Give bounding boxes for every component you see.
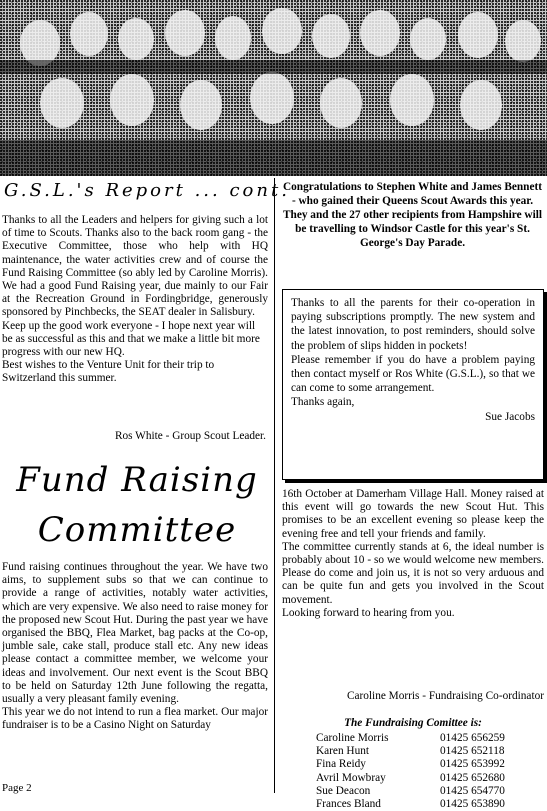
- table-row: [316, 785, 505, 798]
- fund-raising-paragraph: This year we do not intend to run a flea market. Our major fundraiser is to be a Casino Night on Saturday: [2, 706, 268, 732]
- group-photo: [0, 0, 547, 176]
- table-row: [316, 732, 505, 745]
- table-row: [316, 772, 505, 785]
- member-name: Sue Deacon: [316, 784, 371, 797]
- fund-raising-paragraph: 16th October at Damerham Village Hall. Money raised at this event will go towards the new Scout Hut. This promises to be an excellent evening so please keep the evening free and tell your friends and family.: [282, 488, 544, 540]
- congratulations-notice: Congratulations to Stephen White and James Bennett - who gained their Queens Scout Awards this year. They and the 27 other recipients from Hampshire will be travelling to Windsor Castle for this year's St. George's Day Parade.: [282, 181, 542, 249]
- member-name: Avril Mowbray: [316, 771, 386, 784]
- committee-table-title: The Fundraising Comittee is:: [344, 717, 482, 729]
- member-name: Caroline Morris: [316, 732, 389, 744]
- gsl-report-paragraph: Thanks to all the Leaders and helpers for giving such a lot of time to Scouts. Thanks also to the back room gang - the Executive Committee, those who help with HQ maintenance, the water activities crew and of course the Fund Raising Committee (so ably led by Caroline Morris). We had a good Fund Raising year, due mainly to our Fair at the Recreation Ground in Fordingbridge, generously sponsored by Pinchbecks, the SEAT dealer in Salisbury.: [2, 214, 268, 319]
- subscriptions-paragraph: Thanks to all the parents for their co-operation in paying subscriptions promptly. The new system and the latest innovation, to post reminders, should solve the problem of slips hidden in pockets!: [291, 297, 535, 352]
- table-row: [316, 758, 505, 771]
- subscriptions-signature: Sue Jacobs: [485, 410, 535, 423]
- gsl-report-signature: Ros White - Group Scout Leader.: [114, 430, 266, 442]
- member-phone: 01425 656259: [440, 732, 505, 744]
- subscriptions-paragraph: Please remember if you do have a problem paying then contact myself or Ros White (G.S.L.), so that we can come to some arrangement.: [291, 353, 535, 395]
- fund-raising-paragraph: Looking forward to hearing from you.: [282, 606, 455, 619]
- gsl-report-title: G.S.L.'s Report ... cont.: [4, 180, 290, 201]
- member-phone: 01425 652118: [440, 745, 505, 758]
- column-divider: [274, 178, 275, 793]
- fund-raising-signature: Caroline Morris - Fundraising Co-ordinator: [346, 690, 544, 702]
- fund-raising-paragraph: Fund raising continues throughout the year. We have two aims, to supplement subs so that we can continue to provide a range of activities, notably water activities, which are very expensive. We also need to raise money for the proposed new Scout Hut. During the past year we have organised the BBQ, Flea Market, bag packs at the Co-op, jumble sale, cake stall, produce stall etc. Any new ideas please contact a committee member, we welcome your ideas and involvement. Our next event is the Scout BBQ to be held on Saturday 12th June following the regatta, usually a very pleasant family evening.: [2, 561, 268, 706]
- gsl-report-body: [2, 214, 268, 386]
- member-phone: 01425 652680: [440, 771, 505, 784]
- table-row: [316, 745, 505, 758]
- member-name: Frances Bland: [316, 798, 381, 811]
- subscriptions-thanks: Thanks again,: [291, 396, 355, 409]
- fund-raising-title-line1: Fund Raising: [16, 460, 258, 500]
- subscriptions-notice-box: [282, 289, 544, 480]
- fund-raising-left-column: [2, 561, 268, 733]
- member-phone: 01425 653890: [440, 798, 505, 811]
- page-number: Page 2: [2, 782, 32, 794]
- fund-raising-title-line2: Committee: [37, 510, 237, 550]
- table-row: [316, 798, 505, 811]
- member-name: Fina Reidy: [316, 758, 366, 771]
- gsl-report-paragraph: Keep up the good work everyone - I hope next year will be as successful as this and that we make a little bit more progress with our new HQ.: [2, 319, 260, 359]
- fund-raising-paragraph: The committee currently stands at 6, the ideal number is probably about 10 - so we would welcome new members. Please do come and join us, it is not so very arduous and can be quite fun and gets you involved in the Scout movement.: [282, 540, 544, 606]
- member-phone: 01425 654770: [440, 784, 505, 797]
- member-name: Karen Hunt: [316, 745, 370, 758]
- committee-table: [316, 732, 505, 811]
- fund-raising-right-column: [282, 488, 544, 620]
- gsl-report-paragraph: Best wishes to the Venture Unit for their trip to Switzerland this summer.: [2, 359, 215, 385]
- member-phone: 01425 653992: [440, 758, 505, 771]
